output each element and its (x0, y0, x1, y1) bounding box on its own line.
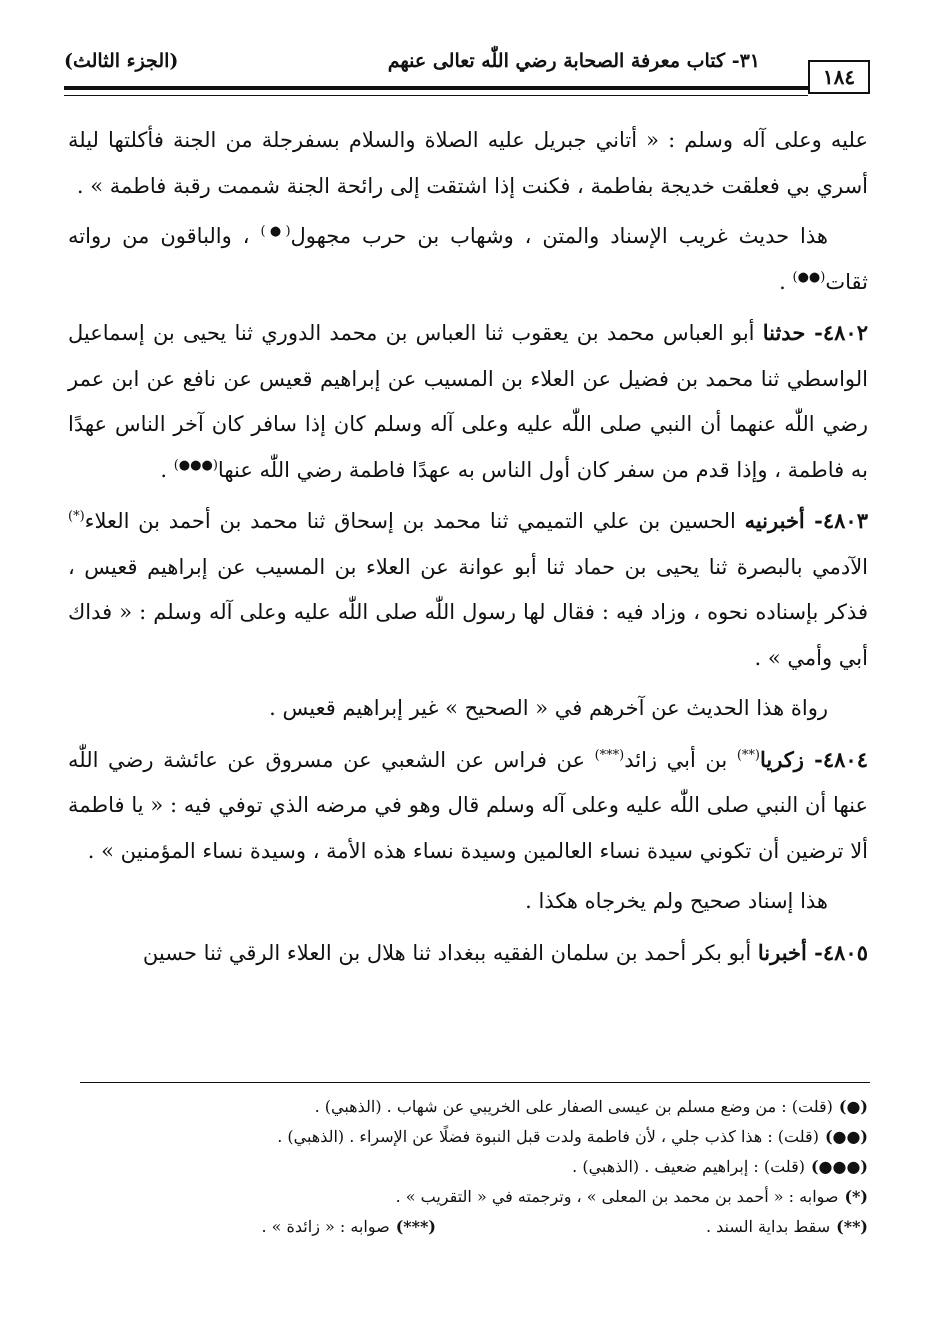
hadith-lead-word: زكريا (759, 746, 804, 772)
paragraph-text: الآدمي بالبصرة ثنا يحيى بن حماد ثنا أبو عوانة عن العلاء بن المسيب عن إبراهيم قعيس ، فذكر بإسناده نحوه ، وزاد فيه : فقال لها رسول اللّٰه صلى اللّٰه عليه وعلى آله وسلم : « فداك أبي وأمي » . (68, 554, 868, 670)
paragraph-narrators-note (68, 686, 868, 732)
footnote (70, 1182, 868, 1212)
footnote (261, 1212, 435, 1242)
footnote-ref: (●●) (792, 269, 826, 285)
paragraph-text: ، والباقون من رواته ثقات (68, 224, 868, 294)
paragraph-text: الحسين بن علي التميمي ثنا محمد بن إسحاق ثنا محمد بن أحمد بن العلاء (84, 509, 745, 533)
paragraph-text: بن أبي زائد (624, 747, 737, 772)
footnote-text: صوابه : « أحمد بن محمد بن المعلى » ، وترجمته في « التقريب » . (395, 1187, 839, 1206)
footnote-text: صوابه : « زائدة » . (261, 1217, 390, 1236)
footnote (706, 1212, 868, 1242)
hadith-number: ٤٨٠٣- (804, 508, 868, 533)
hadith-4802 (68, 310, 868, 493)
hadith-lead-word: أخبرنا (757, 939, 807, 965)
paragraph-text: هذا إسناد صحيح ولم يخرجاه هكذا . (525, 889, 828, 913)
chapter-title: ٣١- كتاب معرفة الصحابة رضي اللّٰه تعالى عنهم (387, 50, 760, 72)
paragraph-text: رواة هذا الحديث عن آخرهم في « الصحيح » غير إبراهيم قعيس . (269, 696, 828, 720)
paragraph-text: . (779, 269, 793, 294)
footnote (70, 1092, 868, 1122)
footnote-marker: (●●●) (810, 1157, 868, 1176)
header-rule-thick (64, 86, 808, 90)
footnote-ref: (●) (260, 224, 291, 239)
paragraph-continuation (68, 118, 868, 209)
footnote-ref: (***) (594, 747, 625, 763)
footnote-pair (70, 1212, 868, 1242)
footnote-text: (قلت) : هذا كذب جلي ، لأن فاطمة ولدت قبل النبوة فضلًا عن الإسراء . (الذهبي) . (277, 1127, 819, 1146)
paragraph-text: أبو بكر أحمد بن سلمان الفقيه ببغداد ثنا هلال بن العلاء الرقي ثنا حسين (142, 940, 758, 965)
hadith-number: ٤٨٠٤- (803, 746, 868, 772)
footnote-marker: (●●) (824, 1127, 868, 1146)
footnote (70, 1152, 868, 1182)
hadith-4804 (68, 737, 868, 875)
hadith-4803 (68, 498, 868, 681)
footnotes (70, 1092, 868, 1242)
footnote-ref: (●●●) (173, 457, 218, 473)
paragraph-text: . (160, 457, 174, 482)
footnote (70, 1122, 868, 1152)
footnote-marker: (●) (838, 1097, 868, 1116)
running-header (64, 46, 870, 89)
paragraph-text: عليه وعلى آله وسلم : « أتاني جبريل عليه الصلاة والسلام بسفرجلة من الجنة فأكلتها ليلة أسري بي فعلقت خديجة بفاطمة ، فكنت إذا اشتقت إلى رائحة الجنة شممت رقبة فاطمة » . (68, 128, 868, 198)
paragraph-grading (68, 214, 868, 305)
paragraph-text: أبو العباس محمد بن يعقوب ثنا العباس بن محمد الدوري ثنا يحيى بن إسماعيل الواسطي ثنا محمد بن فضيل عن العلاء بن المسيب عن إبراهيم قعيس عن نافع عن ابن عمر رضي اللّٰه عنهما أن النبي صلى اللّٰه عليه وعلى آله وسلم كان إذا سافر كان آخر الناس عهدًا به فاطمة ، وإذا قدم من سفر كان أول الناس به عهدًا فاطمة رضي اللّٰه عنها (68, 321, 868, 482)
footnote-ref: (**) (736, 747, 760, 763)
volume-label: (الجزء الثالث) (64, 50, 179, 72)
footnote-marker: (**) (836, 1217, 868, 1236)
footnote-text: سقط بداية السند . (705, 1217, 831, 1236)
paragraph-isnad-grade (68, 879, 868, 925)
footnote-marker: (***) (395, 1217, 436, 1236)
footnote-ref: (*) (68, 509, 85, 524)
header-rule-thin (64, 95, 808, 96)
page-number: ١٨٤ (808, 60, 870, 94)
footnote-marker: (*) (844, 1187, 868, 1206)
hadith-4805 (68, 930, 868, 977)
paragraph-text: هذا حديث غريب الإسناد والمتن ، وشهاب بن حرب مجهول (290, 224, 828, 248)
hadith-lead-word: أخبرنيه (744, 508, 805, 533)
hadith-number: ٤٨٠٢- (805, 320, 868, 345)
hadith-lead-word: حدثنا (762, 320, 806, 345)
hadith-number: ٤٨٠٥- (806, 939, 868, 965)
paragraph-text: عن فراس عن الشعبي عن مسروق عن عائشة رضي اللّٰه عنها أن النبي صلى اللّٰه عليه وعلى آله وسلم قال وهو في مرضه الذي توفي فيه : « يا فاطمة ألا ترضين أن تكوني سيدة نساء العالمين وسيدة نساء هذه الأمة ، وسيدة نساء المؤمنين » . (68, 747, 868, 863)
footnote-text: (قلت) : إبراهيم ضعيف . (الذهبي) . (572, 1157, 805, 1176)
main-text (68, 118, 868, 981)
footnote-separator (80, 1082, 870, 1083)
footnote-text: (قلت) : من وضع مسلم بن عيسى الصفار على الخريبي عن شهاب . (الذهبي) . (314, 1097, 833, 1116)
